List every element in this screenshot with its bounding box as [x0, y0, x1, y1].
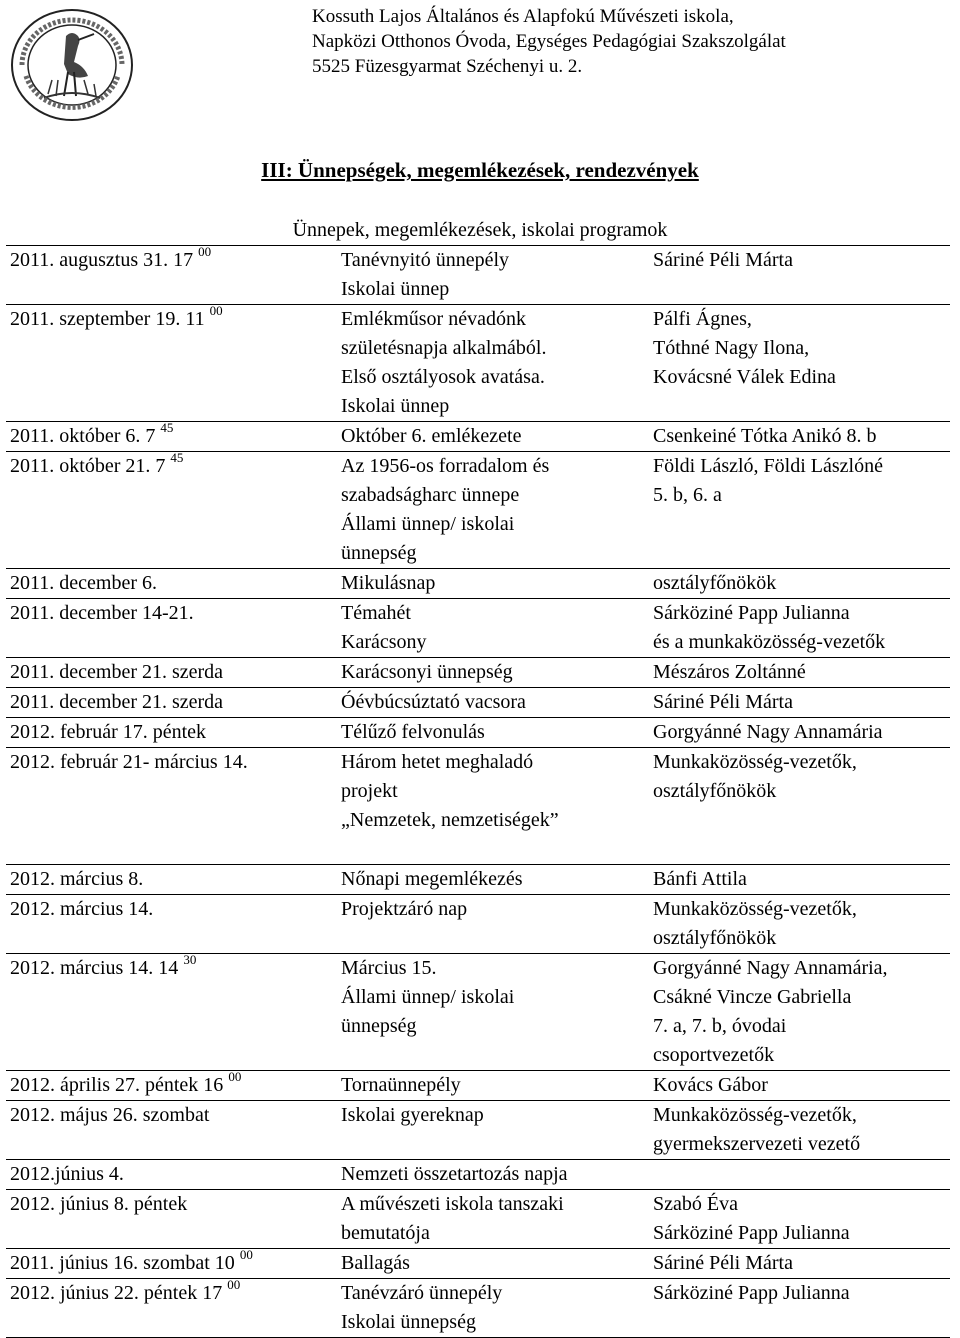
event-date-text: 2012. február 21- március 14. — [10, 751, 248, 773]
table-row — [6, 1101, 950, 1160]
event-date-text: 2011. december 21. szerda — [10, 661, 224, 683]
event-name — [337, 569, 649, 599]
event-time-minutes: 00 — [228, 1069, 242, 1085]
header-line-2: Napközi Otthonos Óvoda, Egységes Pedagógiai Szakszolgálat — [312, 31, 786, 52]
event-name-line: Állami ünnep/ iskolai — [341, 513, 515, 535]
event-name-line: Három hetet meghaladó — [341, 751, 534, 773]
event-name-line: Tanévzáró ünnepély — [341, 1282, 503, 1304]
responsible-line: Gorgyánné Nagy Annamária, — [653, 957, 888, 979]
event-responsible — [649, 1101, 950, 1160]
responsible-line: Csákné Vincze Gabriella — [653, 986, 852, 1008]
event-name-line: Mikulásnap — [341, 572, 436, 594]
event-name — [337, 1249, 649, 1279]
responsible-line: osztályfőnökök — [653, 780, 777, 802]
event-name — [337, 954, 649, 1071]
table-row — [6, 865, 950, 895]
section-title: III: Ünnepségek, megemlékezések, rendezvények — [261, 158, 699, 182]
responsible-line: Sárköziné Papp Julianna — [653, 1222, 850, 1244]
responsible-line: Pálfi Ágnes, — [653, 308, 752, 330]
event-time-minutes: 00 — [209, 303, 223, 319]
event-date-text: 2011. október 21. 7 — [10, 455, 166, 477]
event-name-line: Iskolai gyereknap — [341, 1104, 484, 1126]
event-name-line: projekt — [341, 780, 398, 802]
event-name — [337, 1101, 649, 1160]
responsible-line: csoportvezetők — [653, 1044, 775, 1066]
event-date — [6, 452, 337, 569]
event-responsible — [649, 422, 950, 452]
event-name — [337, 748, 649, 865]
event-name-line: bemutatója — [341, 1222, 430, 1244]
event-name — [337, 1190, 649, 1249]
event-date — [6, 1279, 337, 1338]
event-date-text: 2011. december 6. — [10, 572, 157, 594]
event-time-minutes: 45 — [160, 420, 174, 436]
event-name-line: Karácsony — [341, 631, 427, 653]
event-responsible — [649, 569, 950, 599]
responsible-line: Munkaközösség-vezetők, — [653, 751, 857, 773]
table-row — [6, 1249, 950, 1279]
responsible-line: Csenkeiné Tótka Anikó 8. b — [653, 425, 877, 447]
event-name — [337, 305, 649, 422]
event-name — [337, 718, 649, 748]
event-date — [6, 1160, 337, 1190]
event-responsible — [649, 599, 950, 658]
event-name-line: Október 6. emlékezete — [341, 425, 522, 447]
events-table — [6, 216, 950, 1338]
event-name-line: Óévbúcsúztató vacsora — [341, 691, 526, 713]
table-row — [6, 599, 950, 658]
event-name — [337, 599, 649, 658]
table-row — [6, 718, 950, 748]
responsible-line: Sáriné Péli Márta — [653, 691, 793, 713]
event-date — [6, 569, 337, 599]
event-name — [337, 658, 649, 688]
event-date-text: 2012.június 4. — [10, 1163, 124, 1185]
responsible-line: Tóthné Nagy Ilona, — [653, 337, 810, 359]
event-date-text: 2012. március 14. 14 — [10, 957, 179, 979]
event-name-line: Karácsonyi ünnepség — [341, 661, 513, 683]
responsible-line: osztályfőnökök — [653, 927, 777, 949]
event-name-line: szabadságharc ünnepe — [341, 484, 520, 506]
event-name-line: Projektzáró nap — [341, 898, 468, 920]
event-name-line: Ballagás — [341, 1252, 410, 1274]
event-name-line: Télűző felvonulás — [341, 721, 485, 743]
responsible-line: Sárköziné Papp Julianna — [653, 602, 850, 624]
event-date — [6, 422, 337, 452]
event-name-line: ünnepség — [341, 542, 417, 564]
responsible-line: Bánfi Attila — [653, 868, 747, 890]
responsible-line: Földi László, Földi Lászlóné — [653, 455, 883, 477]
event-date — [6, 1190, 337, 1249]
event-date-text: 2012. március 14. — [10, 898, 154, 920]
event-responsible — [649, 1249, 950, 1279]
event-date-text: 2012. március 8. — [10, 868, 144, 890]
event-name-line: Első osztályosok avatása. — [341, 366, 545, 388]
table-row — [6, 1190, 950, 1249]
event-name-line: ünnepség — [341, 1015, 417, 1037]
event-date — [6, 748, 337, 865]
table-row — [6, 688, 950, 718]
responsible-line: Kovácsné Válek Edina — [653, 366, 836, 388]
responsible-line: Sárköziné Papp Julianna — [653, 1282, 850, 1304]
event-date-text: 2012. május 26. szombat — [10, 1104, 210, 1126]
event-responsible — [649, 1071, 950, 1101]
responsible-line: Munkaközösség-vezetők, — [653, 1104, 857, 1126]
table-row — [6, 422, 950, 452]
responsible-line: gyermekszervezeti vezető — [653, 1133, 861, 1155]
event-date — [6, 688, 337, 718]
event-time-minutes: 00 — [239, 1247, 253, 1263]
event-responsible — [649, 305, 950, 422]
table-row — [6, 246, 950, 305]
event-date-text: 2012. június 8. péntek — [10, 1193, 188, 1215]
event-name — [337, 865, 649, 895]
event-time-minutes: 45 — [170, 450, 184, 466]
event-date — [6, 865, 337, 895]
table-row — [6, 748, 950, 865]
event-date-text: 2011. szeptember 19. 11 — [10, 308, 205, 330]
event-responsible — [649, 1160, 950, 1190]
table-row — [6, 1160, 950, 1190]
event-date-text: 2011. december 14-21. — [10, 602, 194, 624]
event-name — [337, 246, 649, 305]
event-date — [6, 895, 337, 954]
table-row — [6, 658, 950, 688]
event-date — [6, 1249, 337, 1279]
event-date-text: 2012. április 27. péntek 16 — [10, 1074, 224, 1096]
event-name-line: Emlékműsor névadónk — [341, 308, 526, 330]
responsible-line: 5. b, 6. a — [653, 484, 722, 506]
event-date — [6, 305, 337, 422]
header-line-1: Kossuth Lajos Általános és Alapfokú Művészeti iskola, — [312, 6, 734, 27]
table-row — [6, 954, 950, 1071]
table-caption: Ünnepek, megemlékezések, iskolai programok — [6, 216, 950, 246]
event-responsible — [649, 688, 950, 718]
event-name-line: A művészeti iskola tanszaki — [341, 1193, 564, 1215]
event-responsible — [649, 748, 950, 865]
event-responsible — [649, 895, 950, 954]
event-name-line: Témahét — [341, 602, 411, 624]
responsible-line: Sáriné Péli Márta — [653, 249, 793, 271]
event-name-line: Március 15. — [341, 957, 437, 979]
event-date-text: 2011. augusztus 31. 17 — [10, 249, 194, 271]
event-name-line: Iskolai ünnepség — [341, 1311, 476, 1333]
event-date — [6, 1071, 337, 1101]
event-date — [6, 718, 337, 748]
event-responsible — [649, 658, 950, 688]
table-row — [6, 569, 950, 599]
table-row — [6, 895, 950, 954]
event-date — [6, 954, 337, 1071]
event-responsible — [649, 865, 950, 895]
responsible-line: 7. a, 7. b, óvodai — [653, 1015, 787, 1037]
event-name-line: Nemzeti összetartozás napja — [341, 1163, 568, 1185]
responsible-line: Mészáros Zoltánné — [653, 661, 806, 683]
event-date — [6, 246, 337, 305]
table-row — [6, 1071, 950, 1101]
event-name-line: Nőnapi megemlékezés — [341, 868, 523, 890]
event-name-line: születésnapja alkalmából. — [341, 337, 547, 359]
school-header — [312, 4, 786, 79]
responsible-line: Szabó Éva — [653, 1193, 738, 1215]
event-name-line — [341, 835, 649, 864]
event-name — [337, 895, 649, 954]
event-name — [337, 452, 649, 569]
event-date — [6, 658, 337, 688]
responsible-line: Munkaközösség-vezetők, — [653, 898, 857, 920]
event-date-text: 2011. december 21. szerda — [10, 691, 224, 713]
table-row — [6, 1279, 950, 1338]
event-name-line: Tornaünnepély — [341, 1074, 461, 1096]
header-line-3: 5525 Füzesgyarmat Széchenyi u. 2. — [312, 56, 583, 77]
table-row — [6, 452, 950, 569]
event-name-line: Az 1956-os forradalom és — [341, 455, 550, 477]
table-row — [6, 305, 950, 422]
event-name — [337, 422, 649, 452]
event-date-text: 2012. február 17. péntek — [10, 721, 207, 743]
event-time-minutes: 00 — [198, 244, 212, 260]
event-responsible — [649, 246, 950, 305]
event-responsible — [649, 452, 950, 569]
event-responsible — [649, 1190, 950, 1249]
event-date-text: 2011. október 6. 7 — [10, 425, 156, 447]
event-responsible — [649, 954, 950, 1071]
event-responsible — [649, 718, 950, 748]
event-name — [337, 1071, 649, 1101]
event-date-text: 2011. június 16. szombat 10 — [10, 1252, 235, 1274]
event-name — [337, 688, 649, 718]
event-date — [6, 599, 337, 658]
event-name-line: Állami ünnep/ iskolai — [341, 986, 515, 1008]
event-time-minutes: 30 — [183, 952, 197, 968]
event-responsible — [649, 1279, 950, 1338]
responsible-line: osztályfőnökök — [653, 572, 777, 594]
school-seal-logo — [8, 6, 136, 124]
event-time-minutes: 00 — [227, 1277, 241, 1293]
event-name-line: Iskolai ünnep — [341, 395, 450, 417]
responsible-line: Kovács Gábor — [653, 1074, 768, 1096]
event-name-line: Tanévnyitó ünnepély — [341, 249, 509, 271]
event-name-line: „Nemzetek, nemzetiségek” — [341, 809, 559, 831]
responsible-line: Gorgyánné Nagy Annamária — [653, 721, 883, 743]
event-date-text: 2012. június 22. péntek 17 — [10, 1282, 223, 1304]
responsible-line: Sáriné Péli Márta — [653, 1252, 793, 1274]
event-name — [337, 1279, 649, 1338]
event-name-line: Iskolai ünnep — [341, 278, 450, 300]
event-name — [337, 1160, 649, 1190]
event-date — [6, 1101, 337, 1160]
responsible-line: és a munkaközösség-vezetők — [653, 631, 886, 653]
